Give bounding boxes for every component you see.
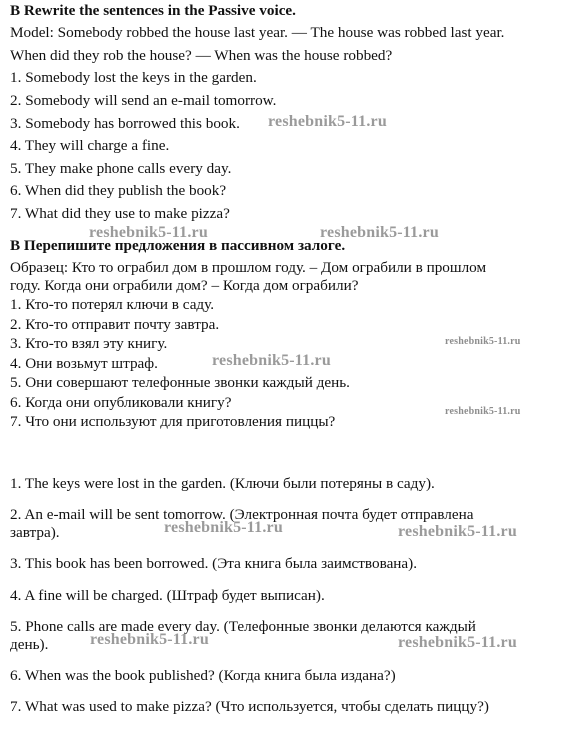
model-line-ru-1: Образец: Кто то ограбил дом в прошлом году. – Дом ограбили в прошлом (10, 259, 487, 276)
answer-item: 6. When was the book published? (Когда книга была издана?) (10, 667, 396, 684)
exercise-item-en: 5. They make phone calls every day. (10, 160, 232, 177)
watermark: reshebnik5-11.ru (398, 634, 517, 651)
answer-item: 2. An e-mail will be sent tomorrow. (Электронная почта будет отправлена (10, 506, 474, 523)
exercise-item-en: 6. When did they publish the book? (10, 182, 227, 199)
watermark: reshebnik5-11.ru (398, 523, 517, 540)
exercise-item-ru: 6. Когда они опубликовали книгу? (10, 394, 232, 411)
task-heading-en: B Rewrite the sentences in the Passive voice. (10, 2, 296, 19)
watermark: reshebnik5-11.ru (320, 224, 439, 241)
model-line-ru-2: году. Когда они ограбили дом? – Когда дом ограбили? (10, 277, 359, 294)
watermark: reshebnik5-11.ru (212, 352, 331, 369)
answer-item: 7. What was used to make pizza? (Что используется, чтобы сделать пиццу?) (10, 698, 489, 715)
answer-item: 1. The keys were lost in the garden. (Ключи были потеряны в саду). (10, 475, 435, 492)
exercise-item-ru: 4. Они возьмут штраф. (10, 355, 158, 372)
answer-item-continued: день). (10, 636, 49, 653)
exercise-item-en: 2. Somebody will send an e-mail tomorrow. (10, 92, 277, 109)
watermark: reshebnik5-11.ru (89, 224, 208, 241)
model-line-en-2: When did they rob the house? — When was the house robbed? (10, 47, 393, 64)
watermark: reshebnik5-11.ru (268, 113, 387, 130)
exercise-item-ru: 5. Они совершают телефонные звонки каждый день. (10, 374, 350, 391)
answer-item: 3. This book has been borrowed. (Эта книга была заимствована). (10, 555, 418, 572)
exercise-item-ru: 1. Кто-то потерял ключи в саду. (10, 296, 215, 313)
watermark: reshebnik5-11.ru (445, 406, 521, 417)
watermark: reshebnik5-11.ru (90, 631, 209, 648)
answer-item: 4. A fine will be charged. (Штраф будет выписан). (10, 587, 325, 604)
watermark: reshebnik5-11.ru (164, 519, 283, 536)
exercise-item-ru: 7. Что они используют для приготовления пиццы? (10, 413, 336, 430)
exercise-item-en: 3. Somebody has borrowed this book. (10, 115, 240, 132)
answer-item-continued: завтра). (10, 524, 60, 541)
watermark: reshebnik5-11.ru (445, 336, 521, 347)
answer-item: 5. Phone calls are made every day. (Телефонные звонки делаются каждый (10, 618, 476, 635)
exercise-item-ru: 2. Кто-то отправит почту завтра. (10, 316, 220, 333)
exercise-item-en: 7. What did they use to make pizza? (10, 205, 230, 222)
exercise-item-en: 4. They will charge a fine. (10, 137, 170, 154)
exercise-item-ru: 3. Кто-то взял эту книгу. (10, 335, 168, 352)
task-heading-ru: B Перепишите предложения в пассивном залоге. (10, 237, 346, 254)
model-line-en-1: Model: Somebody robbed the house last year. — The house was robbed last year. (10, 24, 505, 41)
exercise-item-en: 1. Somebody lost the keys in the garden. (10, 69, 257, 86)
